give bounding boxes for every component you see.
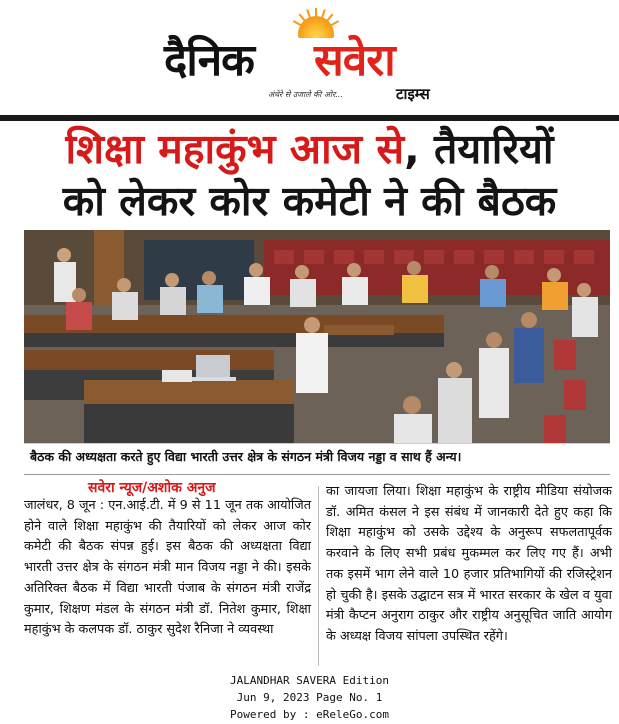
- masthead-name-left: दैनिक: [164, 35, 254, 86]
- photo-caption: बैठक की अध्यक्षता करते हुए विद्या भारती उत्तर क्षेत्र के संगठन मंत्री विजय नड्डा व साथ हैं अन्य।: [30, 449, 462, 464]
- masthead-divider: [0, 115, 619, 121]
- photo-caption-bar: [24, 443, 610, 469]
- masthead-name-right: सवेरा: [314, 35, 395, 86]
- headline-line-1-rest: , तैयारियों: [404, 125, 554, 173]
- footer-date-page: Jun 9, 2023 Page No. 1: [236, 691, 383, 704]
- column-divider: [318, 486, 319, 666]
- headline: [0, 123, 619, 227]
- masthead-edition-word: टाइम्स: [396, 85, 430, 103]
- masthead: [0, 0, 619, 112]
- footer: [0, 672, 619, 723]
- article-column-right: का जायजा लिया। शिक्षा महाकुंभ के राष्ट्रीय मीडिया संयोजक डॉ. अमित कंसल ने इस संबंध में जानकारी देते हुए कहा कि शिक्षा महाकुंभ को उसके उद्देश्य के अनुरूप सफलतापूर्वक करवाने के लिए सभी प्रबंध मुकम्मल कर लिए गए हैं। अभी तक इसमें भाग लेने वाले 10 हजार प्रतिभागियों की रजिस्ट्रेशन हो चुकी है। इसके उद्घाटन सत्र में भारत सरकार के खेल व युवा मंत्री कैप्टन अनुराग ठाकुर और राष्ट्रीय अनुसूचित जाति आयोग के अध्यक्ष विजय सांपला उपस्थित रहेंगे।: [326, 484, 612, 644]
- masthead-tagline: अंधेरे से उजाले की ओर...: [268, 90, 344, 99]
- meeting-photo-illustration: [24, 230, 610, 443]
- headline-highlight: शिक्षा महाकुंभ आज से: [65, 125, 405, 173]
- caption-divider: [24, 474, 610, 475]
- headline-line-1: [0, 123, 619, 175]
- footer-edition: JALANDHAR SAVERA Edition: [230, 674, 389, 687]
- news-photo: [24, 230, 610, 443]
- headline-line-2: को लेकर कोर कमेटी ने की बैठक: [62, 177, 557, 225]
- article-column-left: जालंधर, 8 जून : एन.आई.टी. में 9 से 11 जून तक आयोजित होने वाले शिक्षा महाकुंभ की तैयारियों को लेकर आज कोर कमेटी की बैठक संपन्न हुई। इस बैठक की अध्यक्षता विद्या भारती उत्तर क्षेत्र के संगठन मंत्री मान विजय नड्डा ने की। इसके अतिरिक्त बैठक में विद्या भारती पंजाब के संगठन मंत्री राजेंद्र कुमार, शिक्षण मंडल के संगठन मंत्री डॉ. नितेश कुमार, शिक्षा महाकुंभ के कलपक डॉ. ठाकुर सुदेश रैनिजा ने व्यवस्था: [24, 498, 311, 638]
- byline: सवेरा न्यूज/अशोक अनुज: [88, 480, 216, 496]
- footer-powered-by: Powered by : eReleGo.com: [230, 708, 389, 721]
